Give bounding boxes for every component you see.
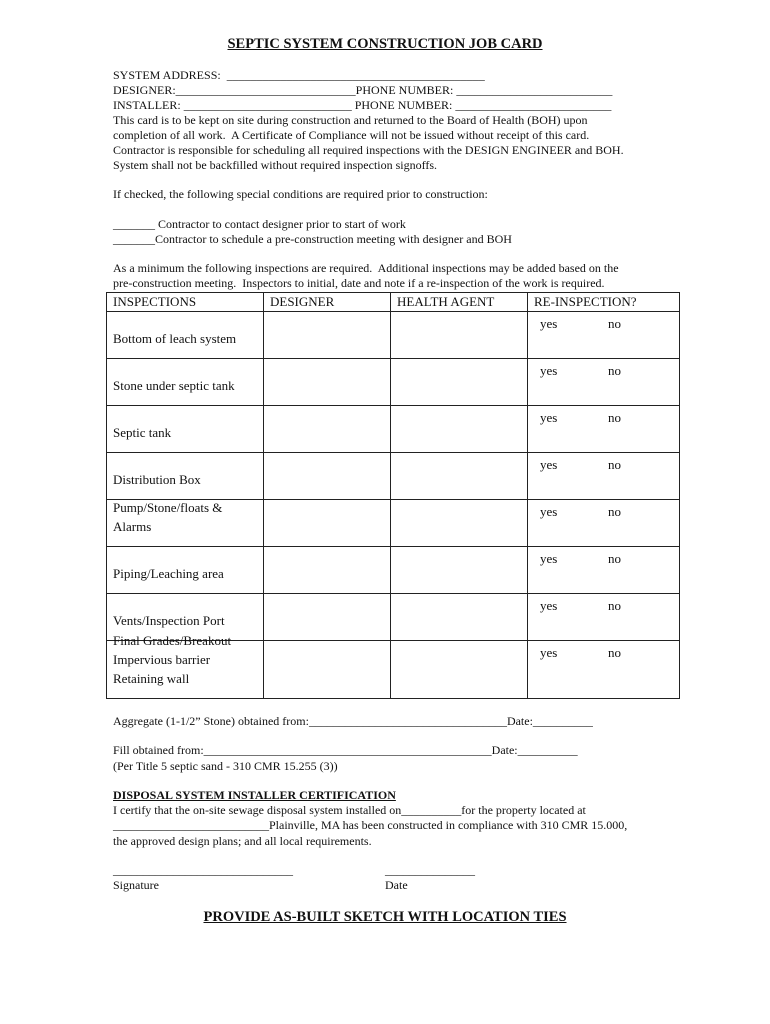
designer-signoff-cell[interactable] [264,547,391,594]
inspection-name-cell [107,312,264,359]
reinspection-yes-option[interactable]: yes [540,457,558,472]
reinspection-yes-option[interactable]: yes [540,316,558,331]
designer-signoff-cell[interactable] [264,500,391,547]
reinspection-cell [528,359,680,406]
inspection-name-cell [107,406,264,453]
inspections-intro: pre-construction meeting. Inspectors to initial, date and note if a re-inspection of the work is required. [113,276,605,290]
as-built-sketch-title: PROVIDE AS-BUILT SKETCH WITH LOCATION TIES [203,909,567,925]
health-agent-signoff-cell[interactable] [391,641,528,699]
reinspection-no-option[interactable]: no [608,363,621,378]
inspections-table [106,292,680,699]
conditions-intro: If checked, the following special conditions are required prior to construction: [113,187,488,201]
reinspection-cell [528,547,680,594]
fill-note: (Per Title 5 septic sand - 310 CMR 15.255 (3)) [113,759,338,773]
aggregate-line: Aggregate (1-1/2” Stone) obtained from:_________________________________Date:__________ [113,714,593,728]
condition-preconstruction-meeting: _______Contractor to schedule a pre-construction meeting with designer and BOH [113,232,512,246]
reinspection-no-option[interactable]: no [608,410,621,425]
health-agent-signoff-cell[interactable] [391,547,528,594]
col-header-inspections: INSPECTIONS [107,293,264,312]
instruction-line: This card is to be kept on site during construction and returned to the Board of Health (BOH) upon [113,113,588,127]
reinspection-no-option[interactable]: no [608,457,621,472]
inspection-name: Piping/Leaching area [113,566,224,581]
reinspection-yes-option[interactable]: yes [540,363,558,378]
reinspection-cell [528,500,680,547]
reinspection-yes-option[interactable]: yes [540,410,558,425]
inspection-row [107,500,680,547]
inspection-name-cell [107,547,264,594]
designer-signoff-cell[interactable] [264,406,391,453]
inspection-name: Final Grades/Breakout Impervious barrier Retaining wall [113,633,232,686]
designer-signoff-cell[interactable] [264,594,391,641]
health-agent-signoff-cell[interactable] [391,406,528,453]
reinspection-no-option[interactable]: no [608,551,621,566]
condition-contact-designer: _______ Contractor to contact designer prior to start of work [113,217,406,231]
inspection-name: Stone under septic tank [113,378,235,393]
designer-line: DESIGNER:______________________________PHONE NUMBER: __________________________ [113,83,613,97]
inspection-row [107,547,680,594]
instruction-line: completion of all work. A Certificate of Compliance will not be issued without receipt of this card. [113,128,590,142]
inspection-name: Pump/Stone/floats & Alarms [113,500,223,534]
inspection-name-cell [107,453,264,500]
inspection-name: Bottom of leach system [113,331,237,346]
inspection-row [107,406,680,453]
inspection-row [107,359,680,406]
designer-signoff-cell[interactable] [264,453,391,500]
inspection-row [107,453,680,500]
inspection-name-cell [107,500,264,547]
instruction-line: Contractor is responsible for scheduling all required inspections with the DESIGN ENGINEER and BOH. [113,143,624,157]
instruction-line: System shall not be backfilled without required inspection signoffs. [113,158,438,172]
signature-label: Signature [113,878,159,892]
reinspection-yes-option[interactable]: yes [540,504,558,519]
date-label: Date [385,878,408,892]
signature-blank: ______________________________ [113,863,293,877]
installer-line: INSTALLER: ____________________________ PHONE NUMBER: __________________________ [113,98,612,112]
inspection-name: Distribution Box [113,472,201,487]
certification-heading: DISPOSAL SYSTEM INSTALLER CERTIFICATION [113,788,396,802]
designer-signoff-cell[interactable] [264,359,391,406]
col-header-designer: DESIGNER [264,293,391,312]
reinspection-cell [528,406,680,453]
inspection-row [107,641,680,699]
reinspection-yes-option[interactable]: yes [540,645,558,660]
reinspection-cell [528,312,680,359]
reinspection-no-option[interactable]: no [608,645,621,660]
certification-line: I certify that the on-site sewage disposal system installed on__________for the property located at [113,803,586,817]
reinspection-no-option[interactable]: no [608,316,621,331]
health-agent-signoff-cell[interactable] [391,594,528,641]
date-blank: _______________ [385,863,475,877]
certification-line: __________________________Plainville, MA has been constructed in compliance with 310 CMR 15.000, [113,818,628,832]
col-header-health-agent: HEALTH AGENT [391,293,528,312]
inspection-name-cell [107,633,264,699]
designer-signoff-cell[interactable] [264,312,391,359]
reinspection-cell [528,453,680,500]
reinspection-yes-option[interactable]: yes [540,551,558,566]
inspection-row [107,312,680,359]
col-header-reinspection: RE-INSPECTION? [528,293,680,312]
inspections-intro: As a minimum the following inspections are required. Additional inspections may be added based on the [113,261,619,275]
page-title: SEPTIC SYSTEM CONSTRUCTION JOB CARD [227,36,543,52]
inspection-name: Vents/Inspection Port [113,613,225,628]
health-agent-signoff-cell[interactable] [391,500,528,547]
certification-line: the approved design plans; and all local requirements. [113,834,372,848]
designer-signoff-cell[interactable] [264,641,391,699]
reinspection-cell [528,641,680,699]
fill-line: Fill obtained from:________________________________________________Date:__________ [113,743,578,757]
system-address-line: SYSTEM ADDRESS: ___________________________________________ [113,68,485,82]
inspection-name: Septic tank [113,425,172,440]
health-agent-signoff-cell[interactable] [391,359,528,406]
health-agent-signoff-cell[interactable] [391,312,528,359]
health-agent-signoff-cell[interactable] [391,453,528,500]
reinspection-cell [528,594,680,641]
reinspection-no-option[interactable]: no [608,504,621,519]
inspection-name-cell [107,359,264,406]
reinspection-no-option[interactable]: no [608,598,621,613]
reinspection-yes-option[interactable]: yes [540,598,558,613]
